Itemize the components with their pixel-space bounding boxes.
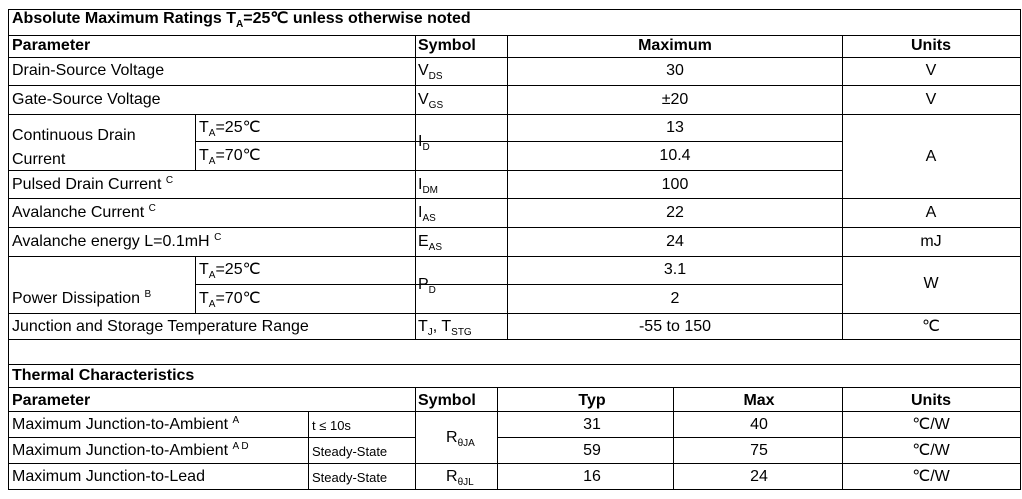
col-header-symbol: Symbol <box>418 37 476 54</box>
max-id-25: 13 <box>666 119 684 136</box>
col-header-parameter: Parameter <box>12 37 91 54</box>
cond-pd-ta70: $T_A=70℃$ <box>199 290 261 310</box>
max-eas: 24 <box>666 233 684 250</box>
thermal-cond-steady-ja: Steady-State <box>312 444 388 459</box>
unit-vgs: V <box>925 91 937 108</box>
thermal-param-ja-10s: Maximum Junction-to-Ambient $^A$ <box>12 415 240 433</box>
cond-pd-ta25: $T_A=25℃$ <box>199 261 261 281</box>
symbol-vds: $V_{DS}$ <box>418 62 443 82</box>
symbol-r-theta-jl: $R_{\theta JL}$ <box>446 468 474 488</box>
unit-id: A <box>925 148 937 165</box>
thermal-col-header-units: Units <box>911 392 951 409</box>
cond-id-ta25: $T_A=25℃$ <box>199 119 261 139</box>
max-idm: 100 <box>661 176 689 193</box>
max-tj: -55 to 150 <box>638 318 712 335</box>
thermal-param-ja-steady: Maximum Junction-to-Ambient $^{A D}$ <box>12 441 249 459</box>
symbol-r-theta-ja: $R_{\theta JA}$ <box>446 429 475 449</box>
unit-ias: A <box>925 204 937 221</box>
thermal-max-jl: 24 <box>750 468 768 485</box>
unit-tj: ℃ <box>922 318 940 335</box>
max-ias: 22 <box>666 204 684 221</box>
unit-pd: W <box>923 275 939 292</box>
symbol-idm: $I_{DM}$ <box>418 176 439 196</box>
thermal-unit-ja-10s: ℃/W <box>912 416 950 433</box>
thermal-col-header-max: Max <box>743 392 775 409</box>
thermal-typ-ja-steady: 59 <box>583 442 601 459</box>
max-id-70: 10.4 <box>659 147 691 164</box>
thermal-title: Thermal Characteristics <box>12 367 195 384</box>
max-vgs: ±20 <box>661 91 689 108</box>
col-header-maximum: Maximum <box>638 37 712 54</box>
param-avalanche-current: Avalanche Current $^C$ <box>12 203 156 221</box>
symbol-pd: $P_D$ <box>418 276 436 296</box>
symbol-eas: $E_{AS}$ <box>418 233 443 253</box>
thermal-max-ja-steady: 75 <box>750 442 768 459</box>
thermal-col-header-symbol: Symbol <box>418 392 476 409</box>
thermal-col-header-parameter: Parameter <box>12 392 91 409</box>
symbol-tj-tstg: $T_J$, $T_{STG}$ <box>418 318 472 338</box>
thermal-unit-ja-steady: ℃/W <box>912 442 950 459</box>
thermal-cond-steady-jl: Steady-State <box>312 470 388 485</box>
unit-eas: mJ <box>920 233 942 250</box>
max-pd-70: 2 <box>670 290 680 307</box>
max-vds: 30 <box>666 62 684 79</box>
symbol-ias: $I_{AS}$ <box>418 204 436 224</box>
col-header-units: Units <box>911 37 951 54</box>
thermal-typ-ja-10s: 31 <box>583 416 601 433</box>
thermal-col-header-typ: Typ <box>578 392 606 409</box>
abs-max-title: Absolute Maximum Ratings $T_A=25℃$ unless otherwise noted <box>12 10 471 30</box>
param-junction-storage-temp: Junction and Storage Temperature Range <box>12 318 309 335</box>
thermal-max-ja-10s: 40 <box>750 416 768 433</box>
thermal-cond-10s: t ≤ 10s <box>312 418 351 433</box>
thermal-unit-jl: ℃/W <box>912 468 950 485</box>
param-power-dissipation: Power Dissipation $^B$ <box>12 289 152 307</box>
param-continuous-drain-current: Continuous Drain Current <box>12 127 136 168</box>
unit-vds: V <box>925 62 937 79</box>
param-drain-source-voltage: Drain-Source Voltage <box>12 62 165 79</box>
cond-id-ta70: $T_A=70℃$ <box>199 147 261 167</box>
thermal-param-jl: Maximum Junction-to-Lead <box>12 468 205 485</box>
max-pd-25: 3.1 <box>663 261 687 278</box>
param-avalanche-energy: Avalanche energy L=0.1mH $^C$ <box>12 232 222 250</box>
symbol-vgs: $V_{GS}$ <box>418 91 444 111</box>
param-gate-source-voltage: Gate-Source Voltage <box>12 91 161 108</box>
thermal-typ-jl: 16 <box>583 468 601 485</box>
symbol-id: $I_D$ <box>418 133 430 153</box>
param-pulsed-drain-current: Pulsed Drain Current $^C$ <box>12 175 174 193</box>
